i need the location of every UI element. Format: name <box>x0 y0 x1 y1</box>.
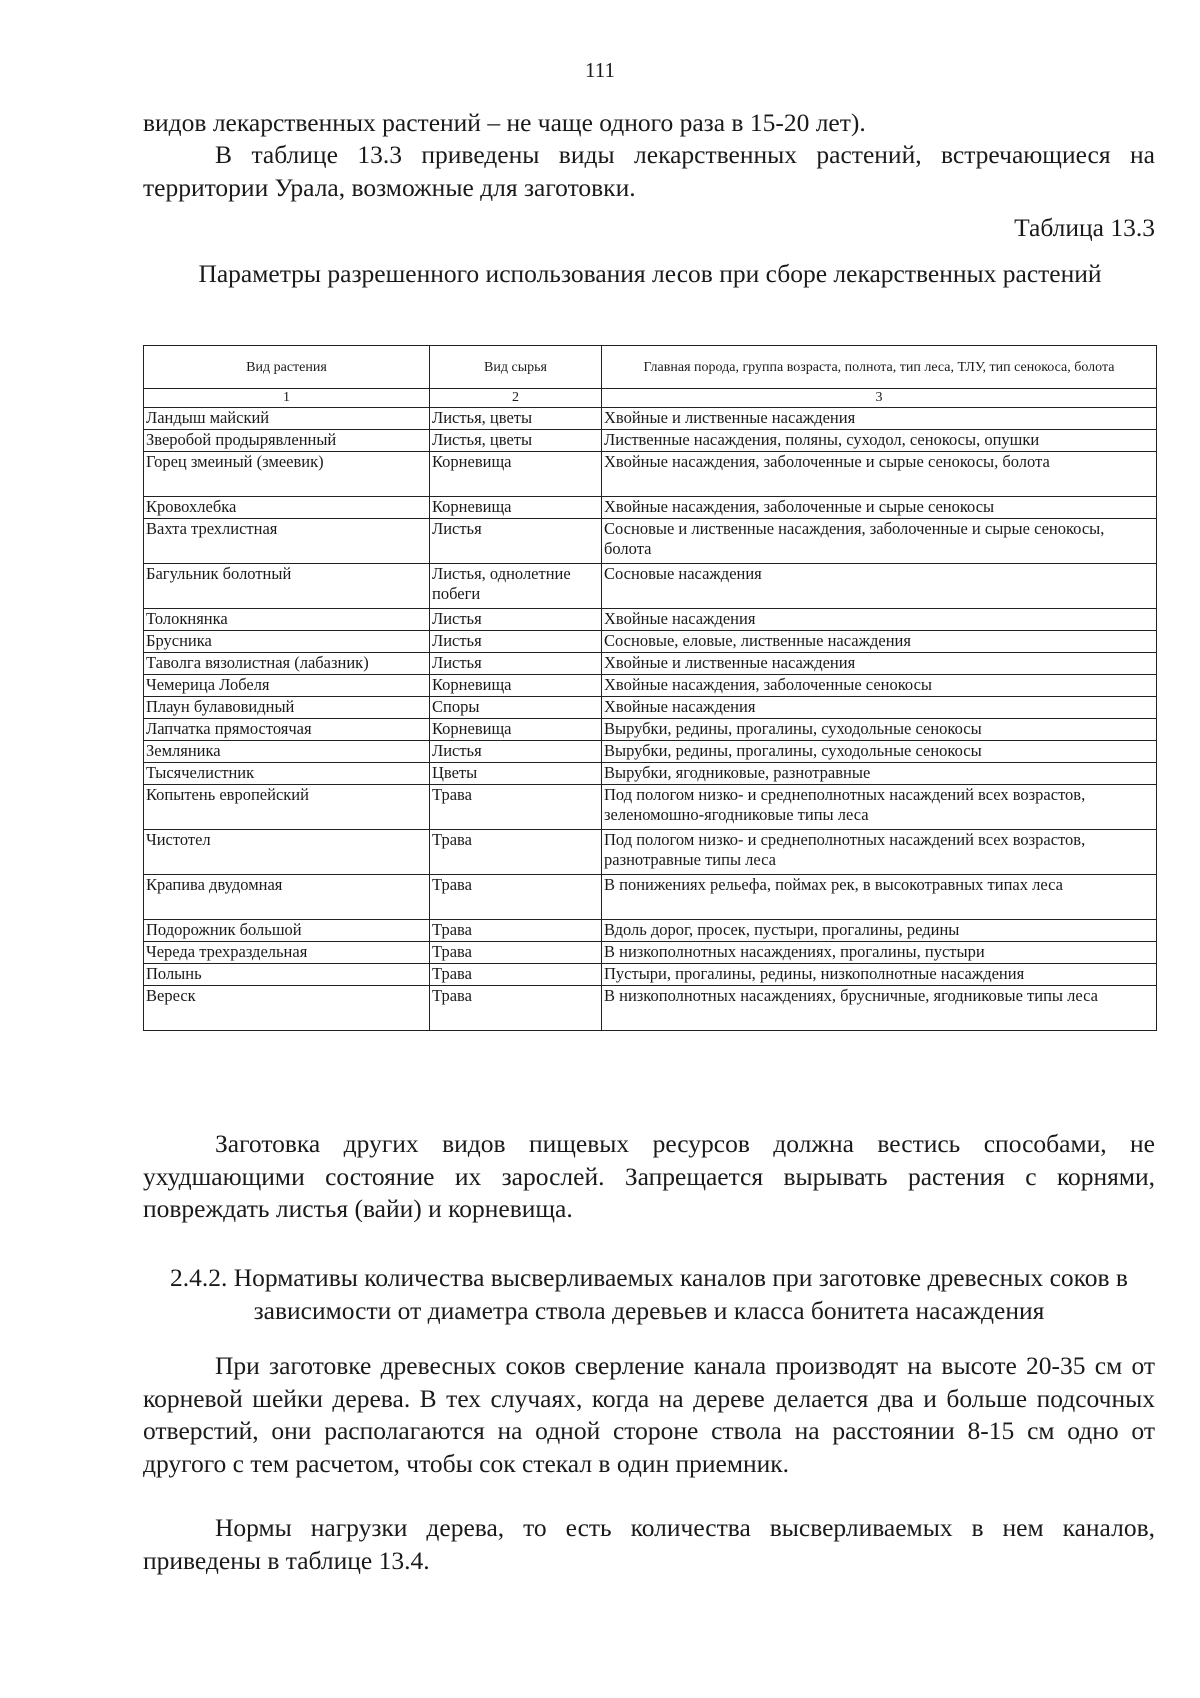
cell-forest-parameters: Хвойные насаждения, заболоченные сенокосы <box>602 675 1157 697</box>
table-row <box>144 430 1157 452</box>
column-number: 2 <box>430 389 602 408</box>
table-title: Параметры разрешенного использования лесов при сборе лекарственных растений <box>198 259 1102 288</box>
cell-plant-species: Чемерица Лобеля <box>144 675 430 697</box>
cell-plant-species: Копытень европейский <box>144 785 430 830</box>
intro-line: видов лекарственных растений – не чаще одного раза в 15-20 лет). <box>143 108 866 137</box>
cell-raw-material: Листья <box>430 631 602 653</box>
cell-forest-parameters: В низкополнотных насаждениях, прогалины, пустыри <box>602 942 1157 964</box>
column-number: 3 <box>602 389 1157 408</box>
paragraph-norms: Нормы нагрузки дерева, то есть количества высверливаемых в нем каналов, приведены в таблице 13.4. <box>143 1513 1155 1575</box>
table-row <box>144 942 1157 964</box>
cell-forest-parameters: Сосновые и лиственные насаждения, заболоченные и сырые сенокосы, болота <box>602 519 1157 564</box>
cell-plant-species: Кровохлебка <box>144 497 430 519</box>
table-row <box>144 964 1157 986</box>
cell-raw-material: Корневища <box>430 452 602 497</box>
cell-raw-material: Трава <box>430 942 602 964</box>
intro-paragraph: В таблице 13.3 приведены виды лекарственных растений, встречающиеся на территории Урала, возможные для заготовки. <box>143 140 1155 202</box>
cell-plant-species: Горец змеиный (змеевик) <box>144 452 430 497</box>
cell-forest-parameters: В низкополнотных насаждениях, брусничные, ягодниковые типы леса <box>602 986 1157 1031</box>
cell-plant-species: Подорожник большой <box>144 920 430 942</box>
cell-plant-species: Полынь <box>144 964 430 986</box>
cell-plant-species: Вереск <box>144 986 430 1031</box>
cell-forest-parameters: Сосновые насаждения <box>602 564 1157 609</box>
cell-raw-material: Трава <box>430 920 602 942</box>
cell-raw-material: Трава <box>430 964 602 986</box>
cell-forest-parameters: Хвойные и лиственные насаждения <box>602 653 1157 675</box>
cell-plant-species: Толокнянка <box>144 609 430 631</box>
cell-forest-parameters: В понижениях рельефа, поймах рек, в высокотравных типах леса <box>602 875 1157 920</box>
table-row <box>144 497 1157 519</box>
table-label: Таблица 13.3 <box>1014 213 1155 242</box>
cell-raw-material: Листья <box>430 609 602 631</box>
cell-forest-parameters: Вырубки, редины, прогалины, суходольные сенокосы <box>602 741 1157 763</box>
paragraph-other-resources: Заготовка других видов пищевых ресурсов должна вестись способами, не ухудшающими состояние их зарослей. Запрещается вырывать растения с корнями, повреждать листья (вайи) и корневища. <box>143 1129 1155 1223</box>
table-row <box>144 697 1157 719</box>
cell-forest-parameters: Пустыри, прогалины, редины, низкополнотные насаждения <box>602 964 1157 986</box>
table-row <box>144 986 1157 1031</box>
cell-plant-species: Крапива двудомная <box>144 875 430 920</box>
header-forest-parameters: Главная порода, группа возраста, полнота, тип леса, ТЛУ, тип сенокоса, болота <box>602 346 1157 389</box>
cell-plant-species: Ландыш майский <box>144 408 430 430</box>
table-header-row <box>144 346 1157 389</box>
cell-forest-parameters: Сосновые, еловые, лиственные насаждения <box>602 631 1157 653</box>
cell-raw-material: Листья, цветы <box>430 408 602 430</box>
cell-plant-species: Вахта трехлистная <box>144 519 430 564</box>
cell-plant-species: Зверобой продырявленный <box>144 430 430 452</box>
cell-forest-parameters: Хвойные насаждения <box>602 697 1157 719</box>
table-row <box>144 920 1157 942</box>
cell-forest-parameters: Вырубки, ягодниковые, разнотравные <box>602 763 1157 785</box>
cell-forest-parameters: Под пологом низко- и среднеполнотных насаждений всех возрастов, разнотравные типы леса <box>602 830 1157 875</box>
cell-raw-material: Трава <box>430 875 602 920</box>
cell-forest-parameters: Вырубки, редины, прогалины, суходольные сенокосы <box>602 719 1157 741</box>
cell-plant-species: Лапчатка прямостоячая <box>144 719 430 741</box>
header-raw-material: Вид сырья <box>430 346 602 389</box>
cell-raw-material: Листья <box>430 741 602 763</box>
cell-raw-material: Корневища <box>430 675 602 697</box>
cell-raw-material: Листья, цветы <box>430 430 602 452</box>
cell-raw-material: Корневища <box>430 719 602 741</box>
table-row <box>144 653 1157 675</box>
plants-table <box>143 345 1157 1031</box>
table-row <box>144 785 1157 830</box>
table-row <box>144 830 1157 875</box>
table-row <box>144 741 1157 763</box>
cell-forest-parameters: Хвойные насаждения, заболоченные и сырые сенокосы <box>602 497 1157 519</box>
cell-raw-material: Листья, однолетние побеги <box>430 564 602 609</box>
cell-raw-material: Трава <box>430 785 602 830</box>
cell-forest-parameters: Хвойные насаждения, заболоченные и сырые сенокосы, болота <box>602 452 1157 497</box>
cell-plant-species: Плаун булавовидный <box>144 697 430 719</box>
cell-raw-material: Листья <box>430 653 602 675</box>
table-row <box>144 719 1157 741</box>
column-number-row <box>144 389 1157 408</box>
cell-forest-parameters: Вдоль дорог, просек, пустыри, прогалины, редины <box>602 920 1157 942</box>
table-row <box>144 452 1157 497</box>
paragraph-drilling: При заготовке древесных соков сверление канала производят на высоте 20-35 см от корневой шейки дерева. В тех случаях, когда на дереве делается два и больше подсочных отверстий, они располагаются на одной стороне ствола на расстоянии 8-15 см одно от другого с тем расчетом, чтобы сок стекал в один приемник. <box>143 1351 1155 1478</box>
cell-raw-material: Цветы <box>430 763 602 785</box>
table-row <box>144 564 1157 609</box>
table-row <box>144 675 1157 697</box>
cell-raw-material: Корневища <box>430 497 602 519</box>
table-row <box>144 519 1157 564</box>
cell-forest-parameters: Хвойные и лиственные насаждения <box>602 408 1157 430</box>
table-row <box>144 408 1157 430</box>
header-plant-species: Вид растения <box>144 346 430 389</box>
cell-forest-parameters: Хвойные насаждения <box>602 609 1157 631</box>
cell-plant-species: Таволга вязолистная (лабазник) <box>144 653 430 675</box>
cell-raw-material: Листья <box>430 519 602 564</box>
cell-plant-species: Багульник болотный <box>144 564 430 609</box>
cell-plant-species: Чистотел <box>144 830 430 875</box>
section-heading: 2.4.2. Нормативы количества высверливаемых каналов при заготовке древесных соков в зависимости от диаметра ствола деревьев и класса бонитета насаждения <box>170 1263 1128 1325</box>
cell-raw-material: Трава <box>430 830 602 875</box>
cell-raw-material: Споры <box>430 697 602 719</box>
cell-plant-species: Череда трехраздельная <box>144 942 430 964</box>
page-number: 111 <box>585 58 615 82</box>
cell-plant-species: Земляника <box>144 741 430 763</box>
cell-plant-species: Брусника <box>144 631 430 653</box>
table-row <box>144 609 1157 631</box>
cell-forest-parameters: Под пологом низко- и среднеполнотных насаждений всех возрастов, зеленомошно-ягодниковые типы леса <box>602 785 1157 830</box>
column-number: 1 <box>144 389 430 408</box>
cell-raw-material: Трава <box>430 986 602 1031</box>
table-row <box>144 875 1157 920</box>
table-row <box>144 631 1157 653</box>
cell-plant-species: Тысячелистник <box>144 763 430 785</box>
cell-forest-parameters: Лиственные насаждения, поляны, суходол, сенокосы, опушки <box>602 430 1157 452</box>
table-row <box>144 763 1157 785</box>
